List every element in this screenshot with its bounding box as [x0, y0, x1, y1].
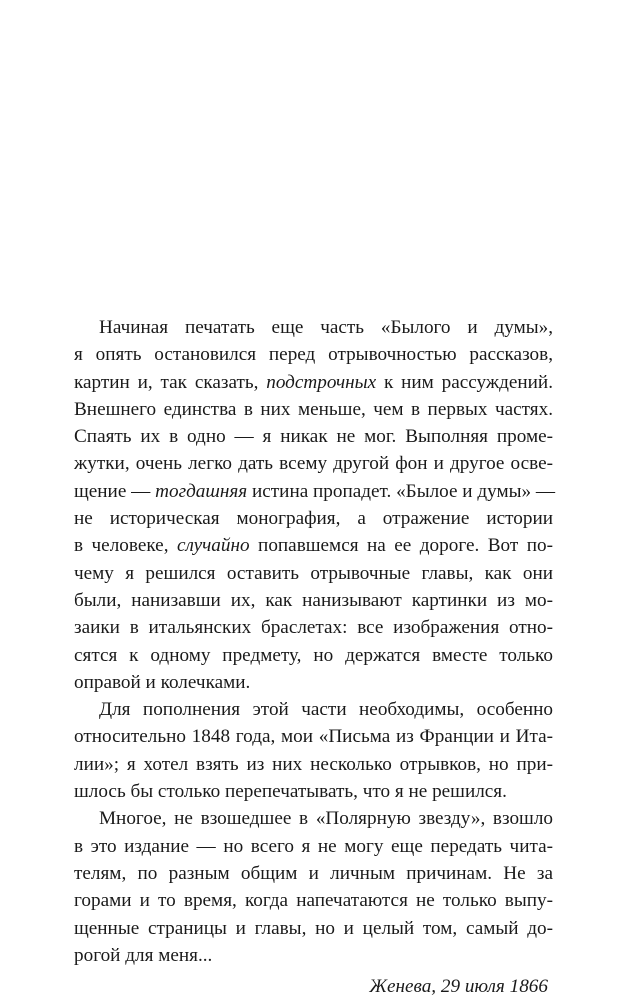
text-line: в это издание — но всего я не могу еще передать чита-: [74, 835, 553, 857]
text-line: Для пополнения этой части необходимы, особенно: [99, 699, 553, 721]
text-line: не историческая монография, а отражение истории: [74, 508, 553, 530]
text-line: лии»; я хотел взять из них несколько отрывков, но при-: [74, 753, 553, 775]
text-line: телям, по разным общим и личным причинам. Не за: [74, 862, 553, 884]
text-line: чему я решился оставить отрывочные главы, как они: [74, 562, 553, 584]
text-line: щенные страницы и главы, но и целый том, самый до-: [74, 917, 553, 939]
text-line: сятся к одному предмету, но держатся вместе только: [74, 644, 553, 666]
text-line: я опять остановился перед отрывочностью рассказов,: [74, 344, 553, 366]
text-line: относительно 1848 года, мои «Письма из Франции и Ита-: [74, 726, 553, 748]
paragraph: [74, 314, 556, 696]
text-line: Внешнего единства в них меньше, чем в первых частях.: [74, 398, 553, 420]
emphasized-word: тогдашняя: [155, 480, 248, 502]
text-line: картин и, так сказать, подстрочных к ним рассуждений.: [74, 371, 553, 393]
text-line: Начиная печатать еще часть «Былого и думы»,: [99, 317, 553, 338]
text-line: были, нанизавши их, как нанизывают картинки из мо-: [74, 589, 553, 611]
emphasized-word: подстрочных: [266, 371, 377, 393]
emphasized-word: случайно: [176, 535, 250, 557]
text-line: рогой для меня...: [74, 944, 213, 966]
body-text: [74, 314, 556, 1000]
paragraph: [74, 696, 553, 805]
text-line: щение — тогдашняя истина пропадет. «Былое и думы» —: [74, 480, 556, 502]
text-line: заики в итальянских браслетах: все изображения отно-: [74, 617, 553, 639]
text-line: жутки, очень легко дать всему другой фон и другое осве-: [74, 453, 553, 475]
signature-date: Женева, 29 июля 1866: [369, 976, 548, 998]
text-line: горами и то время, когда напечатаются не только выпу-: [74, 890, 553, 912]
text-line: в человеке, случайно попавшемся на ее дороге. Вот по-: [74, 535, 553, 557]
text-line: шлось бы столько перепечатывать, что я не решился.: [74, 781, 507, 803]
text-line: Многое, не взошедшее в «Полярную звезду», взошло: [99, 808, 553, 830]
text-line: Спаять их в одно — я никак не мог. Выполняя проме-: [74, 426, 553, 448]
text-line: оправой и колечками.: [74, 671, 251, 693]
paragraph: [74, 805, 553, 969]
